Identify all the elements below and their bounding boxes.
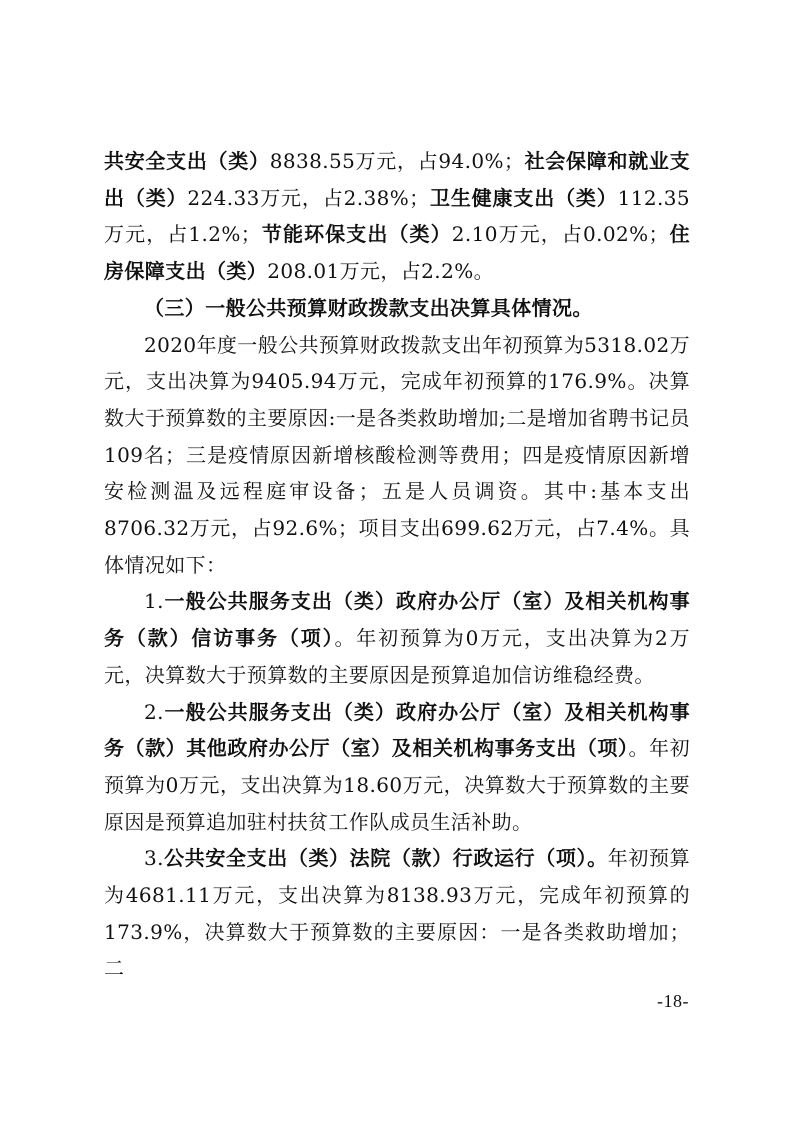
category-social-security: 社会保障和就业支出（类）: [104, 149, 691, 210]
paragraph-expenditure-by-category: [104, 143, 690, 290]
item-body: 。年初预算为0万元，支出决算为2万元，决算数大于预算数的主要原因是预算追加信访维稳经费。: [104, 626, 691, 687]
item-number: 3.: [144, 846, 164, 871]
list-item-1: [104, 583, 690, 693]
item-body: 。年初预算为0万元，支出决算为18.60万元，决算数大于预算数的主要原因是预算追加驻村扶贫工作队成员生活补助。: [104, 736, 690, 834]
value-health: 112.35万元，占1.2%；: [104, 185, 690, 247]
value-environment: 2.10万元，占0.02%；: [451, 222, 669, 247]
paragraph-budget-summary: 2020年度一般公共预算财政拨款支出年初预算为5318.02万元，支出决算为9405.94万元，完成年初预算的176.9%。决算数大于预算数的主要原因:一是各类救助增加;二是增加省聘书记员109名；三是疫情原因新增核酸检测等费用；四是疫情原因新增安检测温及远程庭审设备；五是人员调资。其中:基本支出8706.32万元，占92.6%；项目支出699.62万元，占7.4%。具体情况如下：: [104, 332, 691, 577]
page-number: -18-: [657, 991, 689, 1011]
item-title: 公共安全支出（类）法院（款）行政运行（项）。: [163, 846, 608, 871]
item-body: 年初预算为4681.11万元，支出决算为8138.93万元，完成年初预算的173.9%，决算数大于预算数的主要原因：一是各类救助增加；二: [104, 846, 690, 981]
section-heading: （三）一般公共预算财政拨款支出决算具体情况。: [144, 295, 593, 320]
value-housing: 208.01万元，占2.2%。: [267, 259, 494, 284]
category-health: 卫生健康支出（类）: [429, 185, 618, 210]
item-title: 一般公共服务支出（类）政府办公厅（室）及相关机构事务（款）其他政府办公厅（室）及相关机构事务支出（项）: [104, 699, 690, 761]
value-social-security: 224.33万元，占2.38%；: [187, 185, 430, 210]
value-public-security: 8838.55万元，占94.0%；: [269, 149, 525, 173]
item-number: 1.: [144, 589, 164, 614]
body-text: [104, 143, 690, 987]
list-item-2: [104, 694, 690, 841]
item-title: 一般公共服务支出（类）政府办公厅（室）及相关机构事务（款）信访事务（项）: [104, 589, 690, 651]
item-number: 2.: [144, 699, 164, 724]
category-environment: 节能环保支出（类）: [261, 222, 452, 247]
category-housing: 住房保障支出（类）: [104, 222, 690, 284]
list-item-3: [104, 840, 690, 987]
category-public-security: 共安全支出（类）: [104, 149, 270, 173]
